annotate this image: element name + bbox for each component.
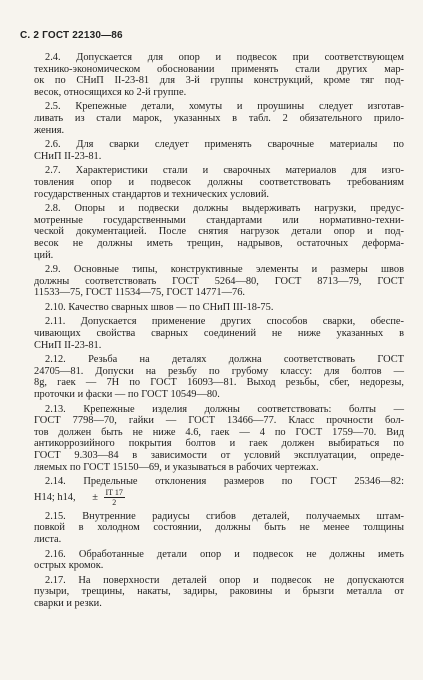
clause-line: ГОСТ 7798—70, гайки — ГОСТ 13466—77. Класс прочности бол- [34,415,404,427]
clause-line: СНиП II-23-81. [34,339,102,351]
clause-line: 2.11. Допускается применение других способов сварки, обеспе- [45,316,404,328]
page-header: С. 2 ГОСТ 22130—86 [20,30,123,41]
clause-2-14 [34,476,404,508]
clause-line: пузыри, трещины, накаты, задиры, раковины и брызги металла от [34,586,404,598]
clause-line: повкой в холодном состоянии, должны быть не менее толщины [34,522,404,534]
clause-line: 2.10. Качество сварных швов — по СНиП III-18-75. [45,301,274,313]
clause-line: 2.12. Резьба на деталях должна соответствовать ГОСТ [45,354,404,366]
clause-line: ливать из стали марок, указанных в табл. 2 обязательного прило- [34,112,404,124]
clause-paragraph [34,511,404,546]
clause-line: 2.8. Опоры и подвески должны выдерживать нагрузки, предус- [45,203,404,215]
clause-line: 8g, гаек — 7Н по ГОСТ 16093—81. Выход резьбы, сбег, недорезы, [34,377,404,389]
clause-line: 24705—81. Допуски на резьбу по грубому классу: для болтов — [34,365,404,377]
clause-line: 2.16. Обработанные детали опор и подвесок не должны иметь [45,548,404,560]
clause-paragraph [34,139,404,162]
clause-line: товления опор и подвесок должны соответствовать требованиям [34,176,404,188]
clause-line: ческой документацией. После снятия нагрузок детали опор и под- [34,226,404,238]
clause-line: должны соответствовать ГОСТ 5264—80, ГОСТ 8713—79, ГОСТ [34,275,404,287]
clause-line: 11533—75, ГОСТ 11534—75, ГОСТ 14771—76. [34,287,245,299]
clause-line: 2.15. Внутренние радиусы сгибов деталей, получаемых штам- [45,510,404,522]
clause-line: 2.6. Для сварки следует применять сварочные материалы по [45,139,404,151]
clause-paragraph [34,302,404,314]
clause-paragraph [34,549,404,572]
clause-line: ций. [34,249,54,261]
clause-line: мотренные государственными стандартами или нормативно-техни- [34,214,404,226]
clause-line: 2.17. На поверхности деталей опор и подвесок не допускаются [45,574,404,586]
clause-line: 2.5. Крепежные детали, хомуты и проушины следует изготав- [45,101,404,113]
clause-line: 2.13. Крепежные изделия должны соответствовать: болты — [45,403,404,415]
document-body [34,52,404,613]
clause-paragraph [34,354,404,400]
clause-line: ок по СНиП II-23-81 для 3-й группы конструкций, кроме тяг под- [34,75,404,87]
clause-line: 2.14. Предельные отклонения размеров по ГОСТ 25346—82: [45,476,404,488]
clause-line: тов должен быть не ниже 4.6, гаек — 4 по ГОСТ 1759—70. Вид [34,426,404,438]
clause-line: сварки и резки. [34,597,102,609]
clause-line: антикоррозийного покрытия болтов и гаек должен выбираться по [34,438,404,450]
clause-paragraph [34,575,404,610]
formula-prefix: H14; h14, [34,491,76,503]
clause-line: технико-экономическом обосновании применять стали других мар- [34,63,404,75]
clause-line: весок не должны иметь трещин, надрывов, остаточных деформа- [34,237,404,249]
clauses-section-2 [34,511,404,610]
formula-plus-minus: ± [92,491,98,503]
clause-line: листа. [34,533,62,545]
clause-line: проточки и фаски — по ГОСТ 10549—80. [34,389,220,401]
clause-line: ляемых по ГОСТ 15150—69, и указываться в рабочих чертежах. [34,461,319,473]
clause-line: 2.7. Характеристики стали и сварочных материалов для изго- [45,165,404,177]
clause-paragraph [34,101,404,136]
clause-line: СНиП II-23-81. [34,150,102,162]
clause-line: 2.4. Допускается для опор и подвесок при соответствующем [45,52,404,63]
clause-line: 2.9. Основные типы, конструктивные элементы и размеры швов [45,264,404,276]
clause-line: ГОСТ 9.303—84 в зависимости от условий эксплуатации, опреде- [34,450,404,461]
formula-fraction [104,488,125,507]
fraction-numerator: IT 17 [105,487,123,497]
clause-line: весок, относящихся ко 2-й группе. [34,86,187,98]
clause-paragraph [34,404,404,474]
clause-line: острых кромок. [34,560,104,572]
clause-paragraph [34,264,404,299]
clause-line: чивающих свойства сварных соединений не ниже указанных в [34,328,404,340]
clause-line: жения. [34,124,65,136]
tolerance-formula [34,488,404,508]
clause-line: государственных стандартов и технических условий. [34,188,269,200]
clause-paragraph [34,203,404,261]
clause-paragraph [34,316,404,351]
clause-paragraph [34,52,404,98]
clause-paragraph [34,165,404,200]
fraction-denominator: 2 [112,497,117,507]
clauses-section-1 [34,52,404,473]
